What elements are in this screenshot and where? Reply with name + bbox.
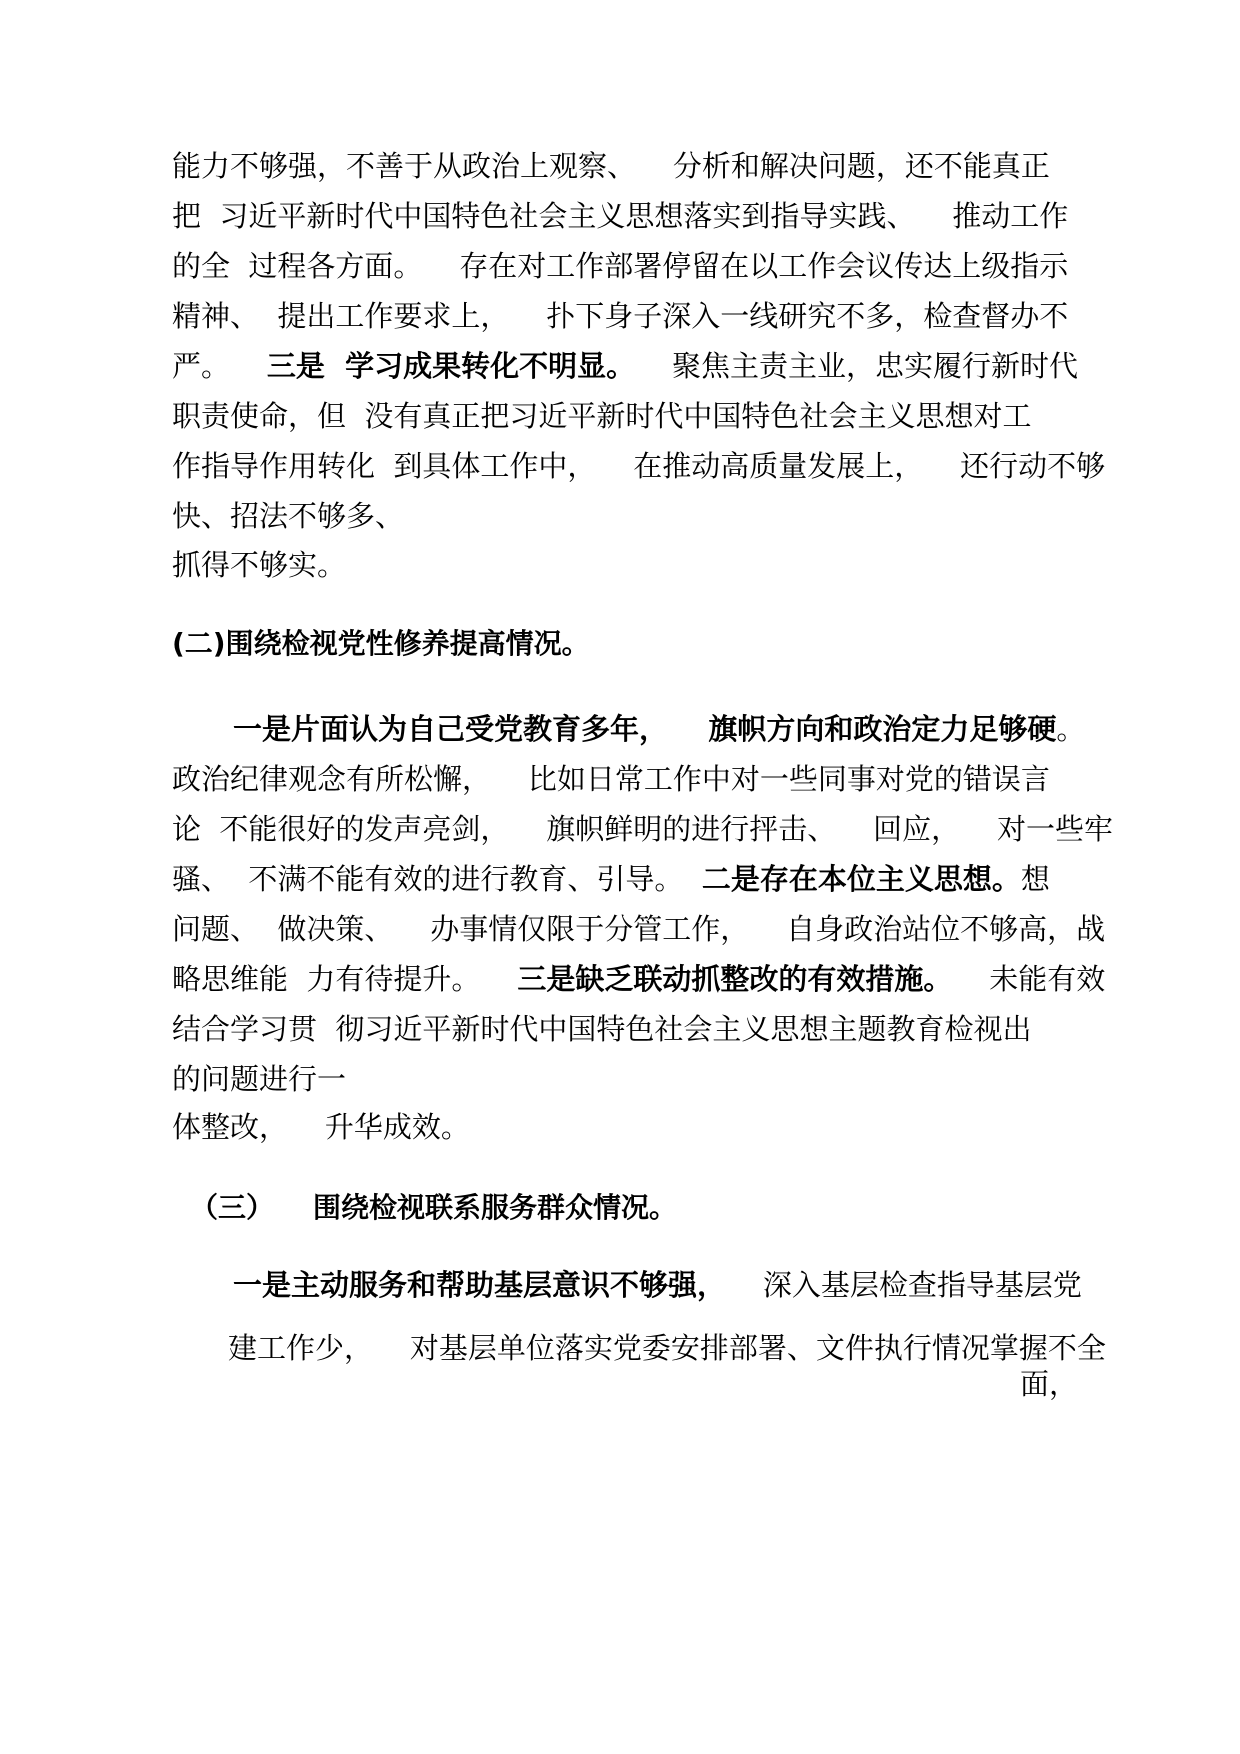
paragraph-line	[233, 709, 1085, 749]
text-run: 的全 过程各方面。 存在对工作部署停留在以工作会议传达上级指示	[172, 249, 1069, 283]
paragraph-line	[172, 446, 1105, 486]
text-run: 想	[1020, 862, 1050, 896]
paragraph-line	[172, 396, 1031, 436]
bold-point: 一是主动服务和帮助基层意识不够强，	[233, 1268, 727, 1302]
bold-point: 三是缺乏联动抓整改的有效措施。	[517, 962, 953, 996]
bold-point: 三是 学习成果转化不明显。	[266, 349, 636, 383]
text-run: 未能有效	[952, 962, 1106, 996]
paragraph-line	[172, 246, 1068, 286]
paragraph-line	[172, 1009, 1031, 1049]
text-run: 把 习近平新时代中国特色社会主义思想落实到指导实践、 推动工作	[172, 199, 1069, 233]
section-heading: (二)围绕检视党性修养提高情况。	[172, 627, 590, 660]
text-run: 问题、 做决策、 办事情仅限于分管工作， 自身政治站位不够高，战	[172, 912, 1106, 946]
paragraph-line	[172, 296, 1068, 336]
paragraph-line	[172, 809, 1113, 849]
text-run: 精神、 提出工作要求上， 扑下身子深入一线研究不多，检查督办不	[172, 299, 1069, 333]
text-run: 略思维能 力有待提升。	[172, 962, 518, 996]
text-run: 严。	[172, 349, 267, 383]
text-run: 的问题进行一	[172, 1062, 347, 1096]
text-run: 职责使命，但 没有真正把习近平新时代中国特色社会主义思想对工	[172, 399, 1032, 433]
paragraph-line: 面，	[1020, 1367, 1079, 1401]
paragraph-line	[172, 959, 1105, 999]
paragraph-line	[172, 196, 1068, 236]
paragraph-line	[172, 759, 1050, 799]
text-run: 快、招法不够多、	[172, 499, 405, 533]
text-run: 聚焦主责主业，忠实履行新时代	[635, 349, 1078, 383]
paragraph-line	[172, 859, 1050, 899]
text-run: 抓得不够实。	[172, 548, 347, 582]
text-run: 结合学习贯 彻习近平新时代中国特色社会主义思想主题教育检视出	[172, 1012, 1032, 1046]
bold-point: 二是存在本位主义思想。	[701, 862, 1021, 896]
paragraph-line	[233, 1265, 1082, 1305]
text-run: 论 不能很好的发声亮剑， 旗帜鲜明的进行抨击、 回应， 对一些牢	[172, 812, 1114, 846]
paragraph-line	[172, 545, 346, 585]
text-run: 体整改， 升华成效。	[172, 1110, 470, 1144]
text-run: 政治纪律观念有所松懈， 比如日常工作中对一些同事对党的错误言	[172, 762, 1050, 796]
section-heading: （三） 围绕检视联系服务群众情况。	[190, 1191, 677, 1224]
bold-point: 一是片面认为自己受党教育多年， 旗帜方向和政治定力足够硬	[233, 712, 1057, 746]
paragraph-line	[172, 346, 1078, 386]
text-run: 深入基层检查指导基层党	[726, 1268, 1082, 1302]
paragraph-line	[172, 1107, 470, 1147]
paragraph-line: 建工作少， 对基层单位落实党委安排部署、文件执行情况掌握不全	[228, 1331, 1106, 1365]
text-run: 作指导作用转化 到具体工作中， 在推动高质量发展上， 还行动不够	[172, 449, 1106, 483]
paragraph-line	[172, 146, 1050, 186]
paragraph-line	[172, 1059, 346, 1099]
paragraph-line	[172, 496, 404, 536]
text-run: 骚、 不满不能有效的进行教育、引导。	[172, 862, 702, 896]
paragraph-line	[172, 909, 1105, 949]
text-run: 。	[1056, 712, 1086, 746]
text-run: 能力不够强，不善于从政治上观察、 分析和解决问题，还不能真正	[172, 149, 1050, 183]
